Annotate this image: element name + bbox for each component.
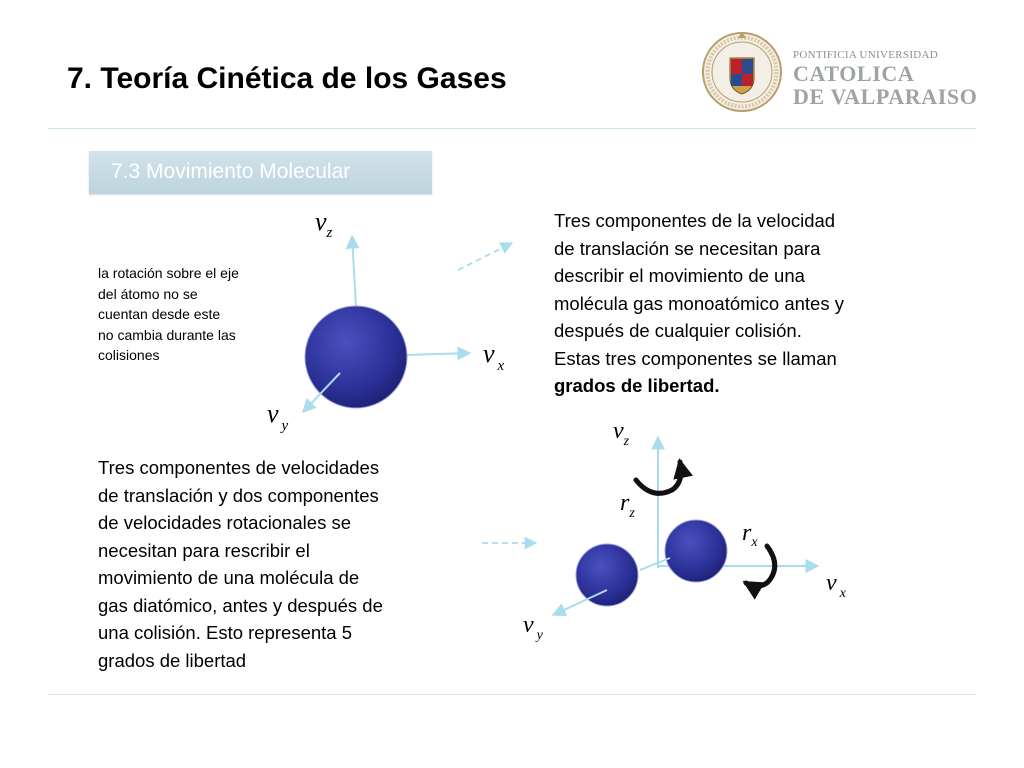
mono-line: molécula gas monoatómico antes y <box>554 292 844 314</box>
dia-bond <box>640 558 670 570</box>
note-line: la rotación sobre el eje <box>98 265 239 281</box>
rotation-note <box>98 263 288 366</box>
note-line: no cambia durante las <box>98 326 236 343</box>
dia-rz-label: $r_z$ <box>620 490 635 521</box>
dia-line: grados de libertad <box>98 649 247 671</box>
note-line: del átomo no se <box>98 285 198 302</box>
dia-line: una colisión. Esto representa 5 <box>98 622 353 643</box>
degrees-of-freedom-term: grados de libertad. <box>554 375 720 396</box>
mono-vx-label: v $_x$ <box>483 339 505 374</box>
dia-rx-label: $r_x$ <box>742 520 758 550</box>
dia-line: movimiento de una molécula de <box>98 567 360 588</box>
dia-line: necesitan para rescribir el <box>98 539 310 561</box>
section-label: 7.3 Movimiento Molecular <box>111 160 351 183</box>
logo-text-line2: CATOLICA <box>793 61 915 86</box>
dia-line: gas diatómico, antes y después de <box>98 594 383 616</box>
note-line: cuentan desde este <box>98 306 221 322</box>
mono-vz-label: $v_z$ <box>315 207 333 241</box>
diatomic-description <box>98 454 468 674</box>
note-line: colisiones <box>98 347 160 363</box>
dia-atom-sphere-right <box>665 520 727 582</box>
dia-vx-label: v $_x$ <box>826 570 846 601</box>
mono-line: describir el movimiento de una <box>554 265 805 286</box>
dia-line: de translación y dos componentes <box>98 484 379 506</box>
mono-x-axis <box>405 353 470 355</box>
dia-line: de velocidades rotacionales se <box>98 512 351 533</box>
monoatomic-description <box>554 207 934 400</box>
mono-vy-label: v $_y$ <box>267 399 289 434</box>
page-title: 7. Teoría Cinética de los Gases <box>67 62 507 95</box>
mono-line: de translación se necesitan para <box>554 237 821 259</box>
dia-vz-label: $v_z$ <box>613 418 630 449</box>
mono-line: después de cualquier colisión. <box>554 320 802 341</box>
mono-z-axis <box>352 236 356 306</box>
mono-line: Tres componentes de la velocidad <box>554 210 836 231</box>
dashed-arrow-top <box>458 243 512 270</box>
logo-text-line3: DE VALPARAISO <box>793 84 978 109</box>
dia-atom-sphere-left <box>576 544 638 606</box>
dia-line: Tres componentes de velocidades <box>98 457 380 478</box>
logo-text-line1: PONTIFICIA UNIVERSIDAD <box>793 49 939 61</box>
dia-vy-label: v $_y$ <box>523 612 543 643</box>
mono-line: Estas tres componentes se llaman <box>554 347 837 369</box>
